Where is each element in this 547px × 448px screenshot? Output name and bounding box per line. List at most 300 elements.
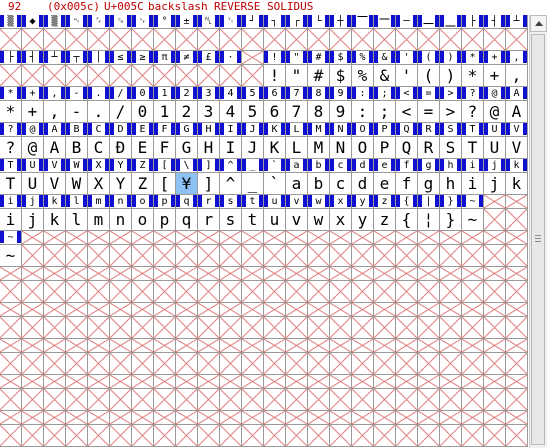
empty-glyph-cell[interactable] <box>66 267 88 281</box>
glyph-label-cell[interactable] <box>462 51 484 65</box>
empty-glyph-cell[interactable] <box>198 389 220 411</box>
glyph-cell[interactable] <box>462 137 484 159</box>
glyph-cell[interactable] <box>440 101 462 123</box>
glyph-label-cell[interactable] <box>0 15 22 29</box>
empty-glyph-cell[interactable] <box>418 231 440 245</box>
empty-glyph-cell[interactable] <box>66 353 88 375</box>
empty-glyph-cell[interactable] <box>220 267 242 281</box>
empty-glyph-cell[interactable] <box>506 303 528 317</box>
glyph-cell[interactable] <box>198 137 220 159</box>
glyph-label-cell[interactable] <box>198 87 220 101</box>
empty-glyph-cell[interactable] <box>308 317 330 339</box>
empty-glyph-cell[interactable] <box>418 339 440 353</box>
empty-glyph-cell[interactable] <box>242 267 264 281</box>
empty-glyph-cell[interactable] <box>22 29 44 51</box>
empty-glyph-cell[interactable] <box>198 317 220 339</box>
empty-glyph-cell[interactable] <box>22 281 44 303</box>
empty-glyph-cell[interactable] <box>110 231 132 245</box>
glyph-label-cell[interactable] <box>176 87 198 101</box>
glyph-label-cell[interactable] <box>374 15 396 29</box>
glyph-cell[interactable] <box>66 209 88 231</box>
glyph-label-cell[interactable] <box>286 195 308 209</box>
glyph-cell[interactable] <box>154 173 176 195</box>
empty-glyph-cell[interactable] <box>0 353 22 375</box>
glyph-label-cell[interactable] <box>88 51 110 65</box>
empty-glyph-cell[interactable] <box>396 231 418 245</box>
glyph-cell[interactable] <box>132 209 154 231</box>
empty-glyph-cell[interactable] <box>462 353 484 375</box>
empty-glyph-cell[interactable] <box>154 29 176 51</box>
glyph-label-cell[interactable] <box>462 159 484 173</box>
empty-glyph-cell[interactable] <box>418 375 440 389</box>
glyph-cell[interactable] <box>198 209 220 231</box>
empty-glyph-cell[interactable] <box>0 425 22 447</box>
glyph-label-cell[interactable] <box>264 195 286 209</box>
glyph-cell[interactable] <box>198 173 220 195</box>
empty-glyph-cell[interactable] <box>176 29 198 51</box>
empty-glyph-cell[interactable] <box>198 411 220 425</box>
glyph-cell[interactable] <box>308 137 330 159</box>
glyph-label-cell[interactable] <box>506 51 528 65</box>
glyph-label-cell[interactable] <box>154 123 176 137</box>
glyph-cell[interactable] <box>286 209 308 231</box>
empty-glyph-cell[interactable] <box>352 317 374 339</box>
glyph-label-cell[interactable] <box>22 123 44 137</box>
empty-glyph-cell[interactable] <box>88 411 110 425</box>
empty-glyph-cell[interactable] <box>132 245 154 267</box>
empty-glyph-cell[interactable] <box>264 281 286 303</box>
empty-glyph-cell[interactable] <box>154 353 176 375</box>
empty-glyph-cell[interactable] <box>484 411 506 425</box>
empty-glyph-cell[interactable] <box>418 425 440 447</box>
glyph-label-cell[interactable] <box>0 231 22 245</box>
empty-glyph-cell[interactable] <box>44 317 66 339</box>
glyph-label-cell[interactable] <box>198 159 220 173</box>
empty-glyph-cell[interactable] <box>110 281 132 303</box>
glyph-cell[interactable] <box>286 173 308 195</box>
glyph-label-cell[interactable] <box>176 51 198 65</box>
empty-glyph-cell[interactable] <box>44 245 66 267</box>
empty-glyph-cell[interactable] <box>374 267 396 281</box>
empty-glyph-cell[interactable] <box>44 303 66 317</box>
glyph-label-cell[interactable] <box>0 159 22 173</box>
empty-glyph-cell[interactable] <box>66 425 88 447</box>
glyph-label-cell[interactable] <box>154 87 176 101</box>
glyph-label-cell[interactable] <box>440 159 462 173</box>
empty-glyph-cell[interactable] <box>132 353 154 375</box>
glyph-label-cell[interactable] <box>462 15 484 29</box>
empty-glyph-cell[interactable] <box>264 375 286 389</box>
glyph-label-cell[interactable] <box>44 159 66 173</box>
empty-glyph-cell[interactable] <box>44 411 66 425</box>
glyph-cell[interactable] <box>242 137 264 159</box>
glyph-label-cell[interactable] <box>484 123 506 137</box>
glyph-label-cell[interactable] <box>66 195 88 209</box>
empty-glyph-cell[interactable] <box>0 389 22 411</box>
glyph-label-cell[interactable] <box>418 15 440 29</box>
empty-glyph-cell[interactable] <box>352 267 374 281</box>
empty-glyph-cell[interactable] <box>220 425 242 447</box>
glyph-cell[interactable] <box>0 137 22 159</box>
empty-glyph-cell[interactable] <box>440 317 462 339</box>
empty-glyph-cell[interactable] <box>506 375 528 389</box>
empty-glyph-cell[interactable] <box>264 425 286 447</box>
glyph-cell[interactable] <box>264 137 286 159</box>
glyph-label-cell[interactable] <box>308 87 330 101</box>
empty-glyph-cell[interactable] <box>374 231 396 245</box>
empty-glyph-cell[interactable] <box>88 245 110 267</box>
empty-glyph-cell[interactable] <box>176 65 198 87</box>
empty-glyph-cell[interactable] <box>66 411 88 425</box>
glyph-label-cell[interactable] <box>440 195 462 209</box>
empty-glyph-cell[interactable] <box>220 411 242 425</box>
glyph-cell[interactable] <box>22 209 44 231</box>
empty-glyph-cell[interactable] <box>418 29 440 51</box>
glyph-cell[interactable] <box>132 137 154 159</box>
glyph-label-cell[interactable] <box>110 123 132 137</box>
empty-glyph-cell[interactable] <box>176 375 198 389</box>
glyph-label-cell[interactable] <box>154 15 176 29</box>
empty-glyph-cell[interactable] <box>418 353 440 375</box>
glyph-label-cell[interactable] <box>132 15 154 29</box>
empty-glyph-cell[interactable] <box>66 339 88 353</box>
glyph-label-cell[interactable] <box>506 159 528 173</box>
glyph-cell[interactable] <box>308 209 330 231</box>
empty-glyph-cell[interactable] <box>374 339 396 353</box>
glyph-label-cell[interactable] <box>396 87 418 101</box>
empty-glyph-cell[interactable] <box>220 317 242 339</box>
empty-glyph-cell[interactable] <box>286 411 308 425</box>
empty-glyph-cell[interactable] <box>220 375 242 389</box>
glyph-cell[interactable] <box>484 173 506 195</box>
empty-glyph-cell[interactable] <box>242 425 264 447</box>
empty-glyph-cell[interactable] <box>132 267 154 281</box>
empty-glyph-cell[interactable] <box>176 339 198 353</box>
empty-glyph-cell[interactable] <box>242 303 264 317</box>
empty-glyph-cell[interactable] <box>286 375 308 389</box>
empty-glyph-cell[interactable] <box>462 389 484 411</box>
glyph-label-cell[interactable] <box>220 51 242 65</box>
empty-glyph-cell[interactable] <box>22 245 44 267</box>
glyph-cell[interactable] <box>330 209 352 231</box>
empty-glyph-cell[interactable] <box>132 339 154 353</box>
glyph-cell[interactable] <box>88 173 110 195</box>
empty-glyph-cell[interactable] <box>308 267 330 281</box>
empty-glyph-cell[interactable] <box>484 245 506 267</box>
glyph-cell[interactable] <box>132 173 154 195</box>
glyph-cell[interactable] <box>176 137 198 159</box>
empty-glyph-cell[interactable] <box>506 353 528 375</box>
empty-glyph-cell[interactable] <box>484 195 506 209</box>
glyph-cell[interactable] <box>308 101 330 123</box>
empty-glyph-cell[interactable] <box>308 353 330 375</box>
empty-glyph-cell[interactable] <box>308 303 330 317</box>
empty-glyph-cell[interactable] <box>0 281 22 303</box>
empty-glyph-cell[interactable] <box>198 29 220 51</box>
glyph-cell[interactable] <box>176 209 198 231</box>
empty-glyph-cell[interactable] <box>286 245 308 267</box>
empty-glyph-cell[interactable] <box>506 267 528 281</box>
empty-glyph-cell[interactable] <box>132 231 154 245</box>
empty-glyph-cell[interactable] <box>66 65 88 87</box>
glyph-label-cell[interactable] <box>440 15 462 29</box>
glyph-cell[interactable] <box>242 209 264 231</box>
glyph-label-cell[interactable] <box>154 159 176 173</box>
empty-glyph-cell[interactable] <box>462 245 484 267</box>
glyph-cell[interactable] <box>330 65 352 87</box>
glyph-label-cell[interactable] <box>418 159 440 173</box>
glyph-cell[interactable] <box>462 101 484 123</box>
empty-glyph-cell[interactable] <box>484 425 506 447</box>
empty-glyph-cell[interactable] <box>0 411 22 425</box>
empty-glyph-cell[interactable] <box>22 65 44 87</box>
empty-glyph-cell[interactable] <box>198 245 220 267</box>
empty-glyph-cell[interactable] <box>88 29 110 51</box>
glyph-label-cell[interactable] <box>88 87 110 101</box>
empty-glyph-cell[interactable] <box>374 29 396 51</box>
empty-glyph-cell[interactable] <box>44 267 66 281</box>
empty-glyph-cell[interactable] <box>286 339 308 353</box>
empty-glyph-cell[interactable] <box>484 303 506 317</box>
empty-glyph-cell[interactable] <box>330 245 352 267</box>
glyph-cell[interactable] <box>286 137 308 159</box>
glyph-label-cell[interactable] <box>22 51 44 65</box>
empty-glyph-cell[interactable] <box>198 267 220 281</box>
empty-glyph-cell[interactable] <box>506 339 528 353</box>
empty-glyph-cell[interactable] <box>264 411 286 425</box>
empty-glyph-cell[interactable] <box>110 389 132 411</box>
empty-glyph-cell[interactable] <box>264 389 286 411</box>
empty-glyph-cell[interactable] <box>308 29 330 51</box>
empty-glyph-cell[interactable] <box>396 29 418 51</box>
empty-glyph-cell[interactable] <box>198 353 220 375</box>
glyph-label-cell[interactable] <box>462 123 484 137</box>
glyph-label-cell[interactable] <box>352 195 374 209</box>
empty-glyph-cell[interactable] <box>396 411 418 425</box>
glyph-label-cell[interactable] <box>308 123 330 137</box>
empty-glyph-cell[interactable] <box>176 353 198 375</box>
empty-glyph-cell[interactable] <box>462 411 484 425</box>
empty-glyph-cell[interactable] <box>110 425 132 447</box>
glyph-label-cell[interactable] <box>0 195 22 209</box>
empty-glyph-cell[interactable] <box>462 303 484 317</box>
empty-glyph-cell[interactable] <box>66 389 88 411</box>
empty-glyph-cell[interactable] <box>352 411 374 425</box>
glyph-label-cell[interactable] <box>396 15 418 29</box>
empty-glyph-cell[interactable] <box>506 209 528 231</box>
empty-glyph-cell[interactable] <box>374 425 396 447</box>
glyph-label-cell[interactable] <box>440 87 462 101</box>
empty-glyph-cell[interactable] <box>242 245 264 267</box>
glyph-cell[interactable] <box>242 173 264 195</box>
empty-glyph-cell[interactable] <box>462 339 484 353</box>
glyph-label-cell[interactable] <box>264 159 286 173</box>
glyph-cell[interactable] <box>462 65 484 87</box>
empty-glyph-cell[interactable] <box>330 29 352 51</box>
empty-glyph-cell[interactable] <box>154 245 176 267</box>
empty-glyph-cell[interactable] <box>66 29 88 51</box>
glyph-cell[interactable] <box>396 173 418 195</box>
glyph-label-cell[interactable] <box>330 51 352 65</box>
empty-glyph-cell[interactable] <box>154 375 176 389</box>
empty-glyph-cell[interactable] <box>242 375 264 389</box>
glyph-label-cell[interactable] <box>110 15 132 29</box>
empty-glyph-cell[interactable] <box>396 245 418 267</box>
glyph-label-cell[interactable] <box>374 159 396 173</box>
glyph-cell[interactable] <box>396 209 418 231</box>
empty-glyph-cell[interactable] <box>110 267 132 281</box>
empty-glyph-cell[interactable] <box>418 317 440 339</box>
glyph-label-cell[interactable] <box>220 87 242 101</box>
empty-glyph-cell[interactable] <box>330 375 352 389</box>
empty-glyph-cell[interactable] <box>110 375 132 389</box>
empty-glyph-cell[interactable] <box>352 425 374 447</box>
glyph-label-cell[interactable] <box>66 159 88 173</box>
glyph-cell[interactable] <box>506 173 528 195</box>
empty-glyph-cell[interactable] <box>264 29 286 51</box>
glyph-label-cell[interactable] <box>88 123 110 137</box>
glyph-cell[interactable] <box>44 101 66 123</box>
glyph-cell[interactable] <box>374 209 396 231</box>
empty-glyph-cell[interactable] <box>418 411 440 425</box>
glyph-cell[interactable] <box>396 101 418 123</box>
empty-glyph-cell[interactable] <box>22 411 44 425</box>
empty-glyph-cell[interactable] <box>330 231 352 245</box>
empty-glyph-cell[interactable] <box>462 375 484 389</box>
empty-glyph-cell[interactable] <box>220 29 242 51</box>
empty-glyph-cell[interactable] <box>308 245 330 267</box>
empty-glyph-cell[interactable] <box>286 317 308 339</box>
glyph-label-cell[interactable] <box>286 15 308 29</box>
empty-glyph-cell[interactable] <box>132 281 154 303</box>
empty-glyph-cell[interactable] <box>506 245 528 267</box>
empty-glyph-cell[interactable] <box>352 231 374 245</box>
empty-glyph-cell[interactable] <box>154 267 176 281</box>
empty-glyph-cell[interactable] <box>0 65 22 87</box>
empty-glyph-cell[interactable] <box>440 339 462 353</box>
empty-glyph-cell[interactable] <box>44 375 66 389</box>
glyph-label-cell[interactable] <box>308 15 330 29</box>
empty-glyph-cell[interactable] <box>242 51 264 65</box>
glyph-label-cell[interactable] <box>22 159 44 173</box>
glyph-cell[interactable] <box>22 173 44 195</box>
empty-glyph-cell[interactable] <box>198 375 220 389</box>
empty-glyph-cell[interactable] <box>66 375 88 389</box>
empty-glyph-cell[interactable] <box>330 339 352 353</box>
glyph-cell[interactable] <box>110 137 132 159</box>
glyph-cell[interactable] <box>418 101 440 123</box>
glyph-label-cell[interactable] <box>264 87 286 101</box>
glyph-label-cell[interactable] <box>396 123 418 137</box>
empty-glyph-cell[interactable] <box>220 389 242 411</box>
empty-glyph-cell[interactable] <box>286 353 308 375</box>
glyph-label-cell[interactable] <box>0 51 22 65</box>
glyph-cell[interactable] <box>110 209 132 231</box>
empty-glyph-cell[interactable] <box>374 353 396 375</box>
glyph-label-cell[interactable] <box>374 195 396 209</box>
glyph-cell[interactable] <box>0 209 22 231</box>
empty-glyph-cell[interactable] <box>308 389 330 411</box>
glyph-label-cell[interactable] <box>22 15 44 29</box>
empty-glyph-cell[interactable] <box>286 29 308 51</box>
glyph-cell[interactable] <box>154 101 176 123</box>
empty-glyph-cell[interactable] <box>22 339 44 353</box>
empty-glyph-cell[interactable] <box>220 353 242 375</box>
empty-glyph-cell[interactable] <box>264 267 286 281</box>
empty-glyph-cell[interactable] <box>132 411 154 425</box>
empty-glyph-cell[interactable] <box>264 353 286 375</box>
glyph-cell[interactable] <box>418 209 440 231</box>
empty-glyph-cell[interactable] <box>22 389 44 411</box>
empty-glyph-cell[interactable] <box>220 231 242 245</box>
empty-glyph-cell[interactable] <box>132 389 154 411</box>
glyph-cell[interactable] <box>220 173 242 195</box>
glyph-label-cell[interactable] <box>418 51 440 65</box>
empty-glyph-cell[interactable] <box>242 29 264 51</box>
empty-glyph-cell[interactable] <box>440 425 462 447</box>
glyph-cell[interactable] <box>110 173 132 195</box>
glyph-cell[interactable] <box>462 173 484 195</box>
empty-glyph-cell[interactable] <box>352 303 374 317</box>
empty-glyph-cell[interactable] <box>154 389 176 411</box>
glyph-label-cell[interactable] <box>22 87 44 101</box>
glyph-cell[interactable] <box>286 65 308 87</box>
glyph-cell[interactable] <box>66 173 88 195</box>
glyph-label-cell[interactable] <box>396 51 418 65</box>
empty-glyph-cell[interactable] <box>154 317 176 339</box>
empty-glyph-cell[interactable] <box>330 425 352 447</box>
empty-glyph-cell[interactable] <box>484 339 506 353</box>
glyph-cell[interactable] <box>110 101 132 123</box>
glyph-label-cell[interactable] <box>110 51 132 65</box>
glyph-cell[interactable] <box>396 65 418 87</box>
empty-glyph-cell[interactable] <box>308 375 330 389</box>
glyph-label-cell[interactable] <box>44 195 66 209</box>
glyph-label-cell[interactable] <box>264 15 286 29</box>
empty-glyph-cell[interactable] <box>154 339 176 353</box>
empty-glyph-cell[interactable] <box>484 29 506 51</box>
empty-glyph-cell[interactable] <box>352 281 374 303</box>
empty-glyph-cell[interactable] <box>88 267 110 281</box>
empty-glyph-cell[interactable] <box>462 267 484 281</box>
empty-glyph-cell[interactable] <box>374 411 396 425</box>
empty-glyph-cell[interactable] <box>0 29 22 51</box>
empty-glyph-cell[interactable] <box>286 303 308 317</box>
empty-glyph-cell[interactable] <box>506 195 528 209</box>
glyph-label-cell[interactable] <box>484 15 506 29</box>
empty-glyph-cell[interactable] <box>22 267 44 281</box>
glyph-label-cell[interactable] <box>176 123 198 137</box>
empty-glyph-cell[interactable] <box>198 425 220 447</box>
glyph-label-cell[interactable] <box>22 195 44 209</box>
empty-glyph-cell[interactable] <box>418 245 440 267</box>
empty-glyph-cell[interactable] <box>330 353 352 375</box>
glyph-label-cell[interactable] <box>374 87 396 101</box>
glyph-cell[interactable] <box>220 137 242 159</box>
empty-glyph-cell[interactable] <box>0 267 22 281</box>
empty-glyph-cell[interactable] <box>88 317 110 339</box>
glyph-label-cell[interactable] <box>352 15 374 29</box>
glyph-label-cell[interactable] <box>132 123 154 137</box>
empty-glyph-cell[interactable] <box>506 317 528 339</box>
empty-glyph-cell[interactable] <box>242 317 264 339</box>
empty-glyph-cell[interactable] <box>484 353 506 375</box>
empty-glyph-cell[interactable] <box>352 353 374 375</box>
glyph-cell[interactable] <box>308 173 330 195</box>
empty-glyph-cell[interactable] <box>264 303 286 317</box>
glyph-cell[interactable] <box>352 173 374 195</box>
empty-glyph-cell[interactable] <box>418 389 440 411</box>
